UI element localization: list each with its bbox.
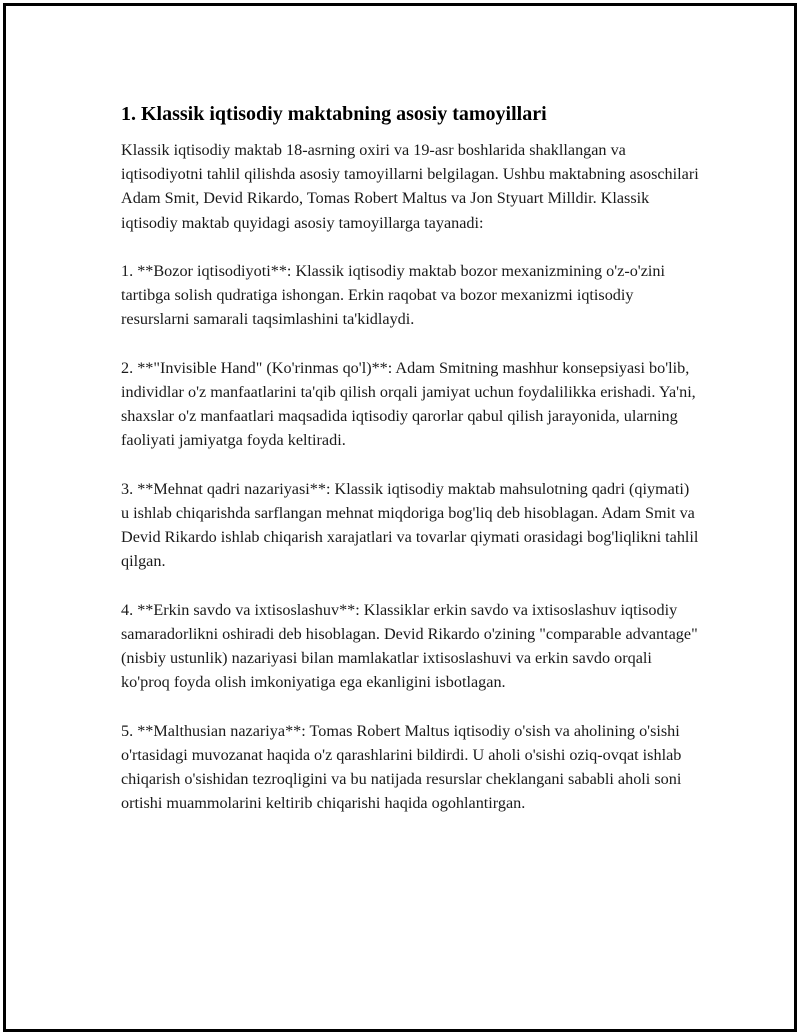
page-frame [3,3,797,1032]
document-body [121,102,701,840]
principle-paragraph-5: 5. **Malthusian nazariya**: Tomas Robert Maltus iqtisodiy o'sish va aholining o'sishi o'rtasidagi muvozanat haqida o'z qarashlarini bildirdi. U aholi o'sishi oziq-ovqat ishlab chiqarish o'sishidan tezroqligini va bu natijada resurslar cheklangani sababli aholi soni ortishi muammolarini keltirib chiqarishi haqida ogohlantirgan. [121,721,682,813]
principle-paragraph-4: 4. **Erkin savdo va ixtisoslashuv**: Klassiklar erkin savdo va ixtisoslashuv iqtisodiy samaradorlikni oshiradi deb hisoblagan. Devid Rikardo o'zining "comparable advantage" (nisbiy ustunlik) nazariyasi bilan mamlakatlar ixtisoslashuvi va erkin savdo orqali ko'proq foyda olish imkoniyatiga ega ekanligini isbotlagan. [121,600,698,692]
principle-paragraph-1: 1. **Bozor iqtisodiyoti**: Klassik iqtisodiy maktab bozor mexanizmining o'z-o'zini tartibga solish qudratiga ishongan. Erkin raqobat va bozor mexanizmi iqtisodiy resurslarni samarali taqsimlashini ta'kidlaydi. [121,262,665,329]
principle-paragraph-2: 2. **"Invisible Hand" (Ko'rinmas qo'l)**: Adam Smitning mashhur konsepsiyasi bo'lib, individlar o'z manfaatlarini ta'qib qilish orqali jamiyat uchun foydalilikka erishadi. Ya'ni, shaxslar o'z manfaatlari maqsadida iqtisodiy qarorlar qabul qilish jarayonida, ularning faoliyati jamiyatga foyda keltiradi. [121,358,696,450]
intro-paragraph: Klassik iqtisodiy maktab 18-asrning oxiri va 19-asr boshlarida shakllangan va iqtisodiyotni tahlil qilishda asosiy tamoyillarni belgilagan. Ushbu maktabning asoschilari Adam Smit, Devid Rikardo, Tomas Robert Maltus va Jon Styuart Milldir. Klassik iqtisodiy maktab quyidagi asosiy tamoyillarga tayanadi: [121,141,699,232]
document-heading: 1. Klassik iqtisodiy maktabning asosiy tamoyillari [121,103,547,125]
principle-paragraph-3: 3. **Mehnat qadri nazariyasi**: Klassik iqtisodiy maktab mahsulotning qadri (qiymati) u ishlab chiqarishda sarflangan mehnat miqdoriga bog'liq deb hisoblagan. Adam Smit va Devid Rikardo ishlab chiqarish xarajatlari va tovarlar qiymati orasidagi bog'liqlikni tahlil qilgan. [121,479,699,571]
